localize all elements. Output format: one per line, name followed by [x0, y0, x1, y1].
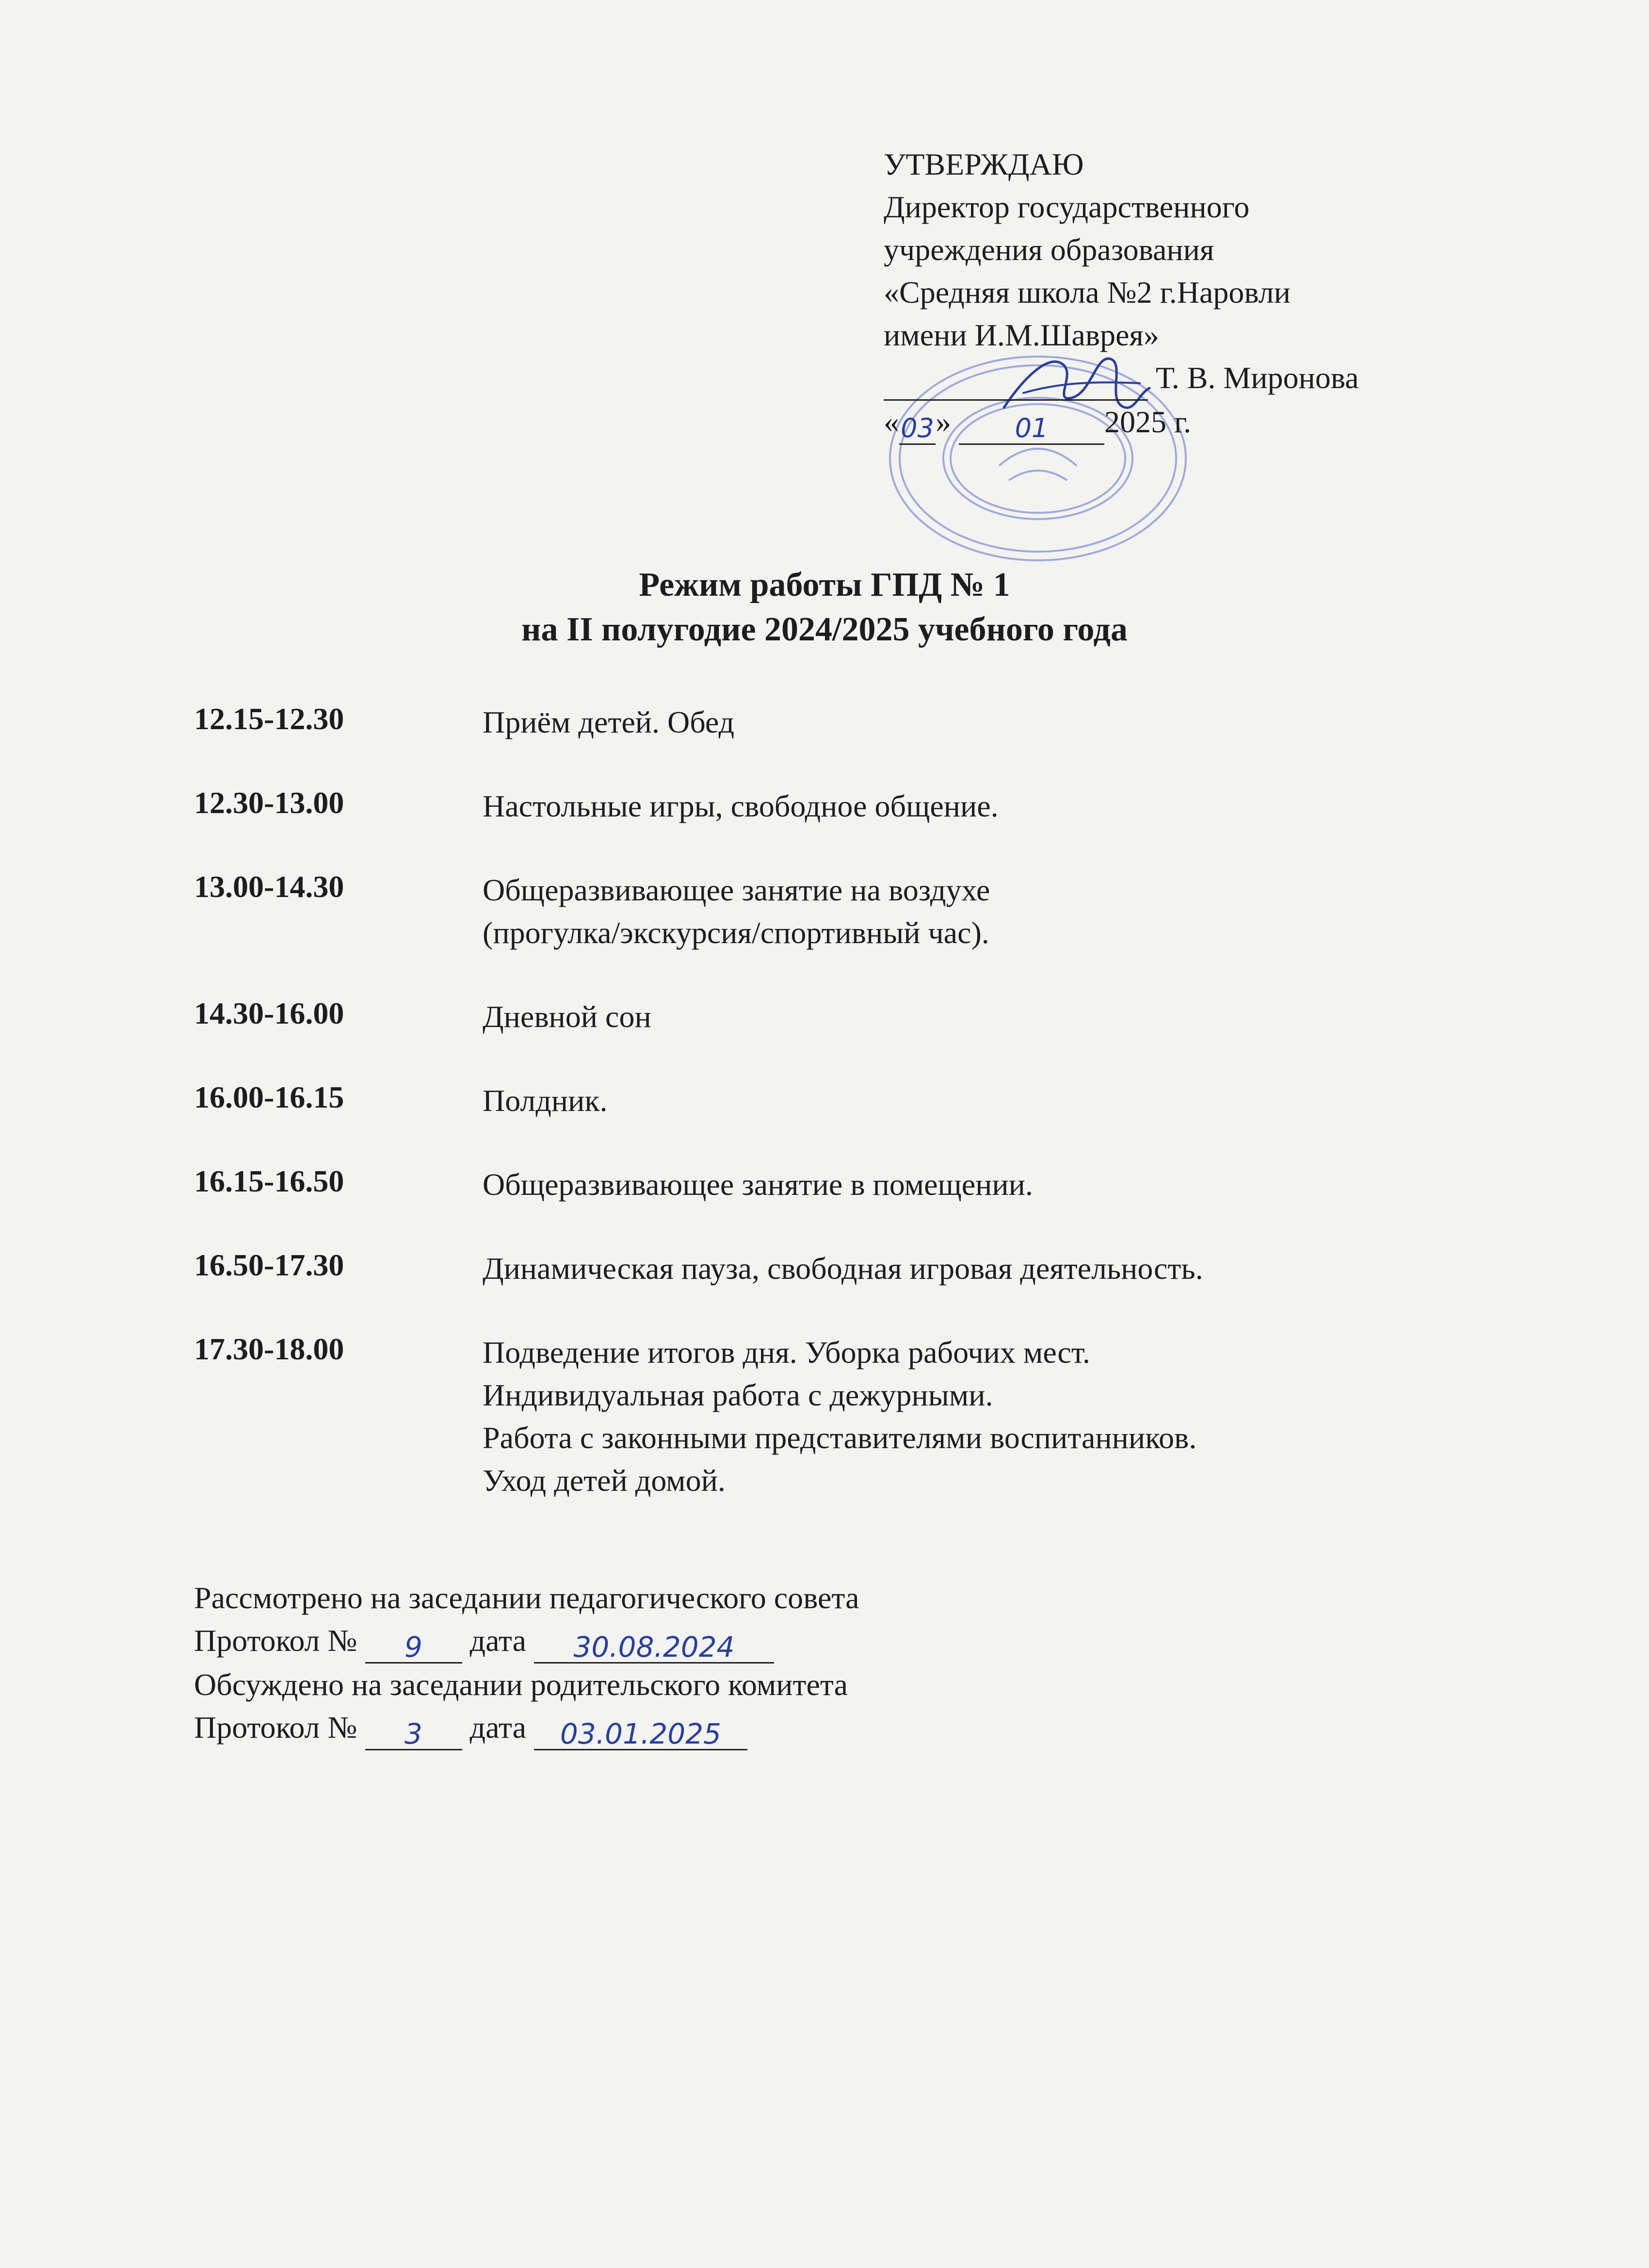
schedule-activity: Общеразвивающее занятие в помещении. — [483, 1167, 1033, 1202]
committee-protocol-number: 3 — [404, 1717, 422, 1750]
schedule-activity: Дневной сон — [483, 999, 651, 1034]
footer-block — [194, 1577, 859, 1750]
schedule-row — [194, 1331, 1504, 1502]
title-line-1: Режим работы ГПД № 1 — [639, 566, 1010, 604]
committee-number-blank — [365, 1706, 462, 1750]
schedule-activities — [483, 701, 1504, 744]
schedule-activities — [483, 995, 1504, 1038]
schedule-time: 12.15-12.30 — [194, 702, 344, 736]
schedule-time: 12.30-13.00 — [194, 785, 344, 820]
schedule-activity: Полдник. — [483, 1083, 608, 1118]
schedule-time: 14.30-16.00 — [194, 996, 344, 1030]
schedule-activities — [483, 869, 1504, 954]
schedule-row — [194, 1247, 1504, 1290]
schedule-time: 16.50-17.30 — [194, 1248, 344, 1282]
schedule-activity: Индивидуальная работа с дежурными. — [483, 1378, 993, 1412]
approval-line-3: «Средняя школа №2 г.Наровли — [884, 275, 1291, 310]
schedule-row — [194, 785, 1504, 828]
schedule-list — [194, 701, 1504, 1543]
approval-heading: УТВЕРЖДАЮ — [884, 147, 1084, 181]
schedule-activity: Общеразвивающее занятие на воздухе — [483, 873, 990, 907]
schedule-row — [194, 1079, 1504, 1122]
schedule-activities — [483, 1079, 1504, 1122]
schedule-time: 16.15-16.50 — [194, 1164, 344, 1198]
council-protocol-date: 30.08.2024 — [573, 1631, 735, 1664]
schedule-time: 13.00-14.30 — [194, 869, 344, 904]
protocol-label: Протокол № — [194, 1710, 357, 1745]
approval-line-1: Директор государственного — [884, 190, 1250, 224]
date-close-quote: » — [936, 405, 951, 439]
date-day: 03 — [901, 413, 934, 443]
committee-protocol-line — [194, 1706, 859, 1750]
director-name: Т. В. Миронова — [1156, 360, 1359, 395]
schedule-activities — [483, 1247, 1504, 1290]
protocol-label: Протокол № — [194, 1623, 357, 1658]
date-day-blank — [899, 401, 936, 445]
approval-block — [884, 143, 1359, 445]
signature-blank — [884, 357, 1148, 401]
schedule-activity: Приём детей. Обед — [483, 705, 735, 739]
approval-line-4: имени И.М.Шаврея» — [884, 318, 1159, 352]
schedule-activity: Работа с законными представителями воспитанников. — [483, 1420, 1197, 1455]
schedule-activity: Подведение итогов дня. Уборка рабочих мест. — [483, 1335, 1090, 1370]
schedule-row — [194, 869, 1504, 954]
title-line-2: на II полугодие 2024/2025 учебного года — [521, 611, 1128, 648]
date-label: дата — [469, 1623, 526, 1658]
council-protocol-line — [194, 1619, 859, 1664]
schedule-row — [194, 995, 1504, 1038]
schedule-activity: Настольные игры, свободное общение. — [483, 789, 999, 823]
committee-protocol-date: 03.01.2025 — [560, 1717, 722, 1750]
schedule-activity: Динамическая пауза, свободная игровая деятельность. — [483, 1251, 1203, 1286]
council-line: Рассмотрено на заседании педагогического совета — [194, 1581, 859, 1615]
committee-line: Обсуждено на заседании родительского комитета — [194, 1667, 848, 1702]
approval-signature-line — [884, 357, 1359, 401]
schedule-activity: (прогулка/экскурсия/спортивный час). — [483, 915, 989, 950]
council-number-blank — [365, 1619, 462, 1664]
committee-date-blank — [534, 1706, 747, 1750]
schedule-time: 17.30-18.00 — [194, 1332, 344, 1366]
schedule-activities — [483, 1163, 1504, 1206]
date-open-quote: « — [884, 405, 899, 439]
schedule-time: 16.00-16.15 — [194, 1080, 344, 1114]
schedule-row — [194, 1163, 1504, 1206]
date-label: дата — [469, 1710, 526, 1745]
date-month-blank — [959, 401, 1104, 445]
schedule-activities — [483, 785, 1504, 828]
schedule-activity: Уход детей домой. — [483, 1463, 726, 1498]
schedule-activities — [483, 1331, 1504, 1502]
council-protocol-number: 9 — [404, 1631, 422, 1664]
date-year: 2025 г. — [1104, 405, 1192, 439]
document-title — [0, 563, 1649, 652]
approval-line-2: учреждения образования — [884, 232, 1214, 267]
date-month: 01 — [1015, 413, 1049, 443]
council-date-blank — [534, 1619, 774, 1664]
schedule-row — [194, 701, 1504, 744]
approval-date-line — [884, 401, 1359, 445]
